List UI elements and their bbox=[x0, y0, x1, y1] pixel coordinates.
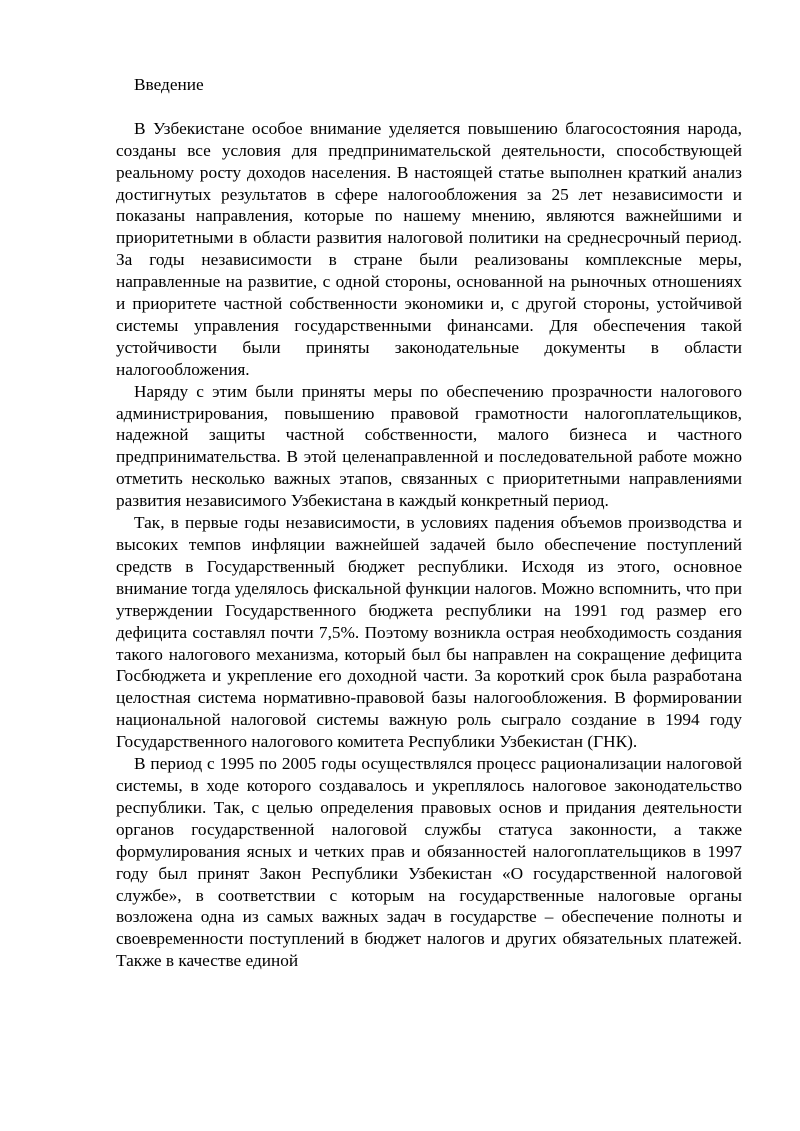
paragraph: В Узбекистане особое внимание уделяется повышению благосостояния народа, созданы все условия для предпринимательской деятельности, способствующей реальному росту доходов населения. В настоящей статье выполнен краткий анализ достигнутых результатов в сфере налогообложения за 25 лет независимости и показаны направления, которые по нашему мнению, являются важнейшими и приоритетными в области развития налоговой политики на среднесрочный период. За годы независимости в стране были реализованы комплексные меры, направленные на развитие, с одной стороны, основанной на рыночных отношениях и приоритете частной собственности экономики и, с другой стороны, устойчивой системы управления государственными финансами. Для обеспечения такой устойчивости были приняты законодательные документы в области налогообложения. bbox=[116, 118, 742, 379]
paragraph: Так, в первые годы независимости, в условиях падения объемов производства и высоких темпов инфляции важнейшей задачей было обеспечение поступлений средств в Государственный бюджет республики. Исходя из этого, основное внимание тогда уделялось фискальной функции налогов. Можно вспомнить, что при утверждении Государственного бюджета республики на 1991 год размер его дефицита составлял почти 7,5%. Поэтому возникла острая необходимость создания такого налогового механизма, который был бы направлен на сокращение дефицита Госбюджета и укрепление его доходной части. За короткий срок была разработана целостная система нормативно-правовой базы налогообложения. В формировании национальной налоговой системы важную роль сыграло создание в 1994 году Государственного налогового комитета Республики Узбекистан (ГНК). bbox=[116, 513, 742, 752]
paragraph: В период с 1995 по 2005 годы осуществлялся процесс рационализации налоговой системы, в ходе которого создавалось и укреплялось налоговое законодательство республики. Так, с целью определения правовых основ и придания деятельности органов государственной налоговой службы статуса законности, а также формулирования ясных и четких прав и обязанностей налогоплательщиков в 1997 году был принят Закон Республики Узбекистан «О государственной налоговой службе», в соответствии с которым на государственные налоговые органы возложена одна из самых важных задач в государстве – обеспечение полноты и своевременности поступлений в бюджет налогов и других обязательных платежей. Также в качестве единой bbox=[116, 754, 742, 971]
section-heading: Введение bbox=[134, 75, 204, 94]
document-page bbox=[116, 74, 742, 972]
paragraph: Наряду с этим были приняты меры по обеспечению прозрачности налогового администрирования, повышению правовой грамотности налогоплательщиков, надежной защиты частной собственности, малого бизнеса и частного предпринимательства. В этой целенаправленной и последовательной работе можно отметить несколько важных этапов, связанных с приоритетными направлениями развития независимого Узбекистана в каждый конкретный период. bbox=[116, 381, 742, 511]
